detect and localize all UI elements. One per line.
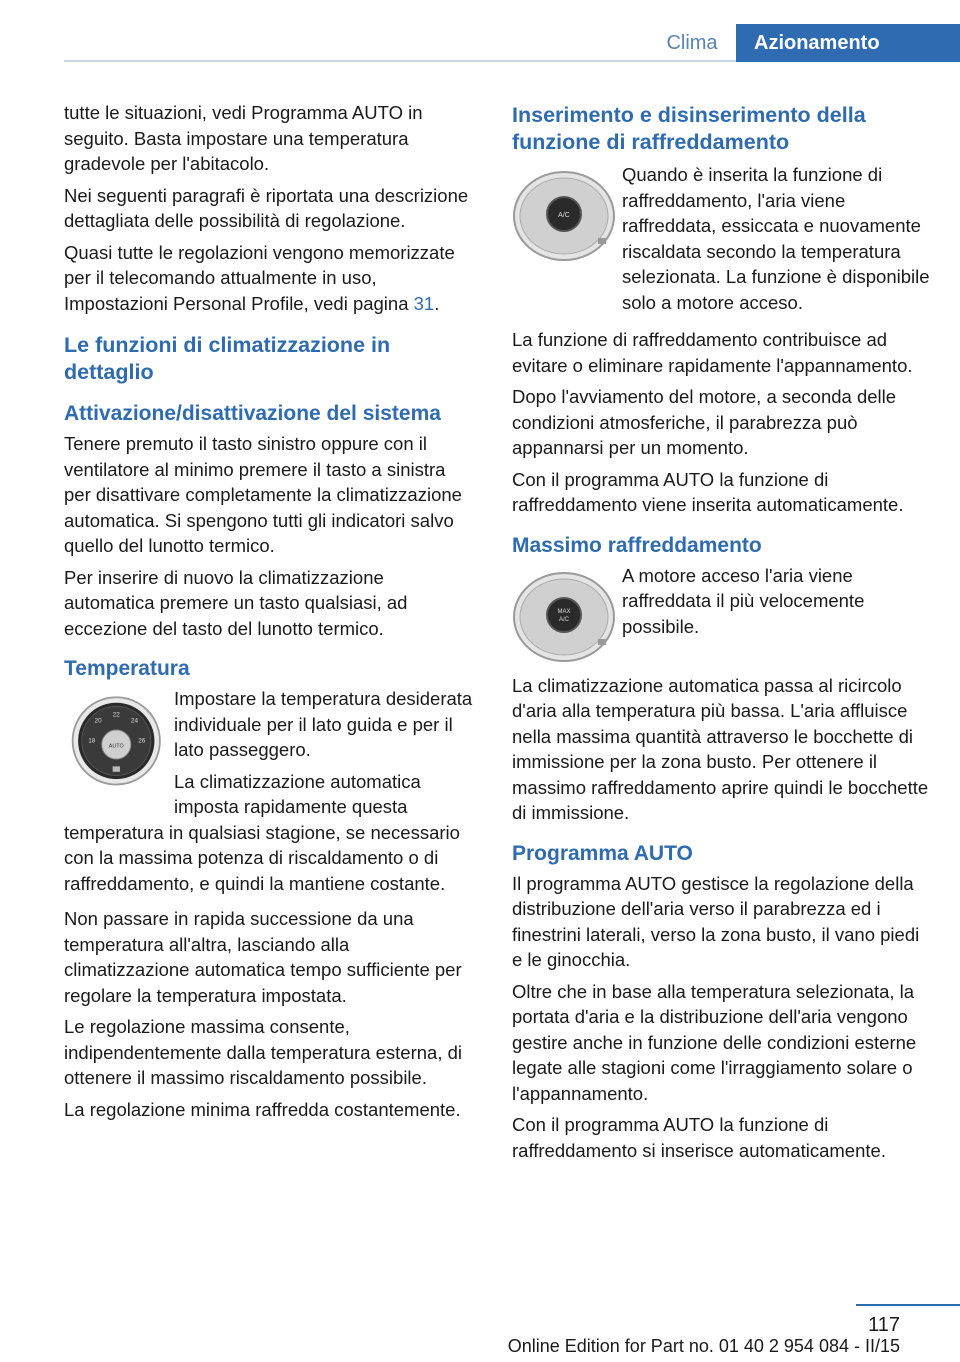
dial-label-18: 18: [88, 737, 96, 745]
tab-clima[interactable]: Clima: [666, 32, 718, 54]
left-column: [64, 100, 476, 1128]
dial-label-24: 24: [130, 717, 138, 725]
paragraph: Quando è inserita la funzione di raffreddamento, l'aria viene raffreddata, essiccata e nuovamente riscaldata secondo la temperatura selezionata. La funzione è disponibile solo a motore acceso.: [622, 164, 930, 313]
temperature-dial-illustration: [64, 690, 174, 790]
dial-label-22: 22: [112, 711, 120, 719]
paragraph: Oltre che in base alla temperatura selezionata, la portata d'aria e la distribuzione dell'aria vengono gestire anche in funzione delle condizioni esterne legate alle stagioni come l'irraggiamento solare o l'appannamento.: [512, 980, 917, 1104]
paragraph: Nei seguenti paragrafi è riportata una descrizione dettagliata delle possibilità di regolazione.: [64, 184, 469, 231]
paragraph: Quasi tutte le regolazioni vengono memorizzate per il telecomando attualmente in uso, Impostazioni Personal Profile, vedi pagina 31.: [64, 241, 455, 314]
subsection-heading: Temperatura: [64, 657, 190, 680]
paragraph: La climatizzazione automatica imposta rapidamente questa temperatura in qualsiasi stagione, se necessario con la massima potenza di riscaldamento o di raffreddamento, e quindi la mantiene costante.: [64, 770, 460, 894]
paragraph: La funzione di raffreddamento contribuisce ad evitare o eliminare rapidamente l'appannamento.: [512, 329, 913, 376]
dial-label-26: 26: [138, 737, 146, 745]
subsection-heading: Massimo raffreddamento: [512, 533, 762, 557]
paragraph: Tenere premuto il tasto sinistro oppure con il ventilatore al minimo premere il tasto a sinistra per disattivare completamente la climatizzazione automatica. Si spengono tutti gli indicatori salvo quello del lunotto termico.: [64, 433, 462, 556]
paragraph: Con il programma AUTO la funzione di raffreddamento si inserisce automaticamente.: [512, 1114, 886, 1161]
paragraph: Dopo l'avviamento del motore, a seconda delle condizioni atmosferiche, il parabrezza può appannarsi per un momento.: [512, 386, 897, 458]
paragraph: La regolazione minima raffredda costantemente.: [64, 1098, 461, 1120]
dial-label-20: 20: [94, 717, 102, 725]
paragraph: La climatizzazione automatica passa al ricircolo d'aria alla temperatura più bassa. L'aria affluisce nella massima quantità attraverso le bocchette di immissione per la zona busto. Per ottenere il massimo raffreddamento aprire quindi le bocchette di immissione.: [512, 674, 929, 823]
page-link[interactable]: 31: [413, 292, 435, 314]
paragraph: Le regolazione massima consente, indipendentemente dalla temperatura esterna, di ottenere il massimo riscaldamento possibile.: [64, 1016, 463, 1088]
paragraph: tutte le situazioni, vedi Programma AUTO in seguito. Basta impostare una temperatura gradevole per l'abitacolo.: [64, 102, 423, 174]
max-ac-label: A/C: [558, 616, 570, 623]
max-ac-button-illustration: [512, 567, 622, 667]
edition-note: Online Edition for Part no. 01 40 2 954 084 - II/15: [507, 1336, 900, 1356]
paragraph: Il programma AUTO gestisce la regolazione della distribuzione dell'aria verso il parabrezza ed i finestrini laterali, verso la zona busto, il vano piedi e le ginocchia.: [512, 872, 920, 970]
subsection-heading: Attivazione/disattivazione del sistema: [64, 402, 441, 425]
dial-center-label: AUTO: [108, 743, 124, 750]
footer-rule: [856, 1304, 960, 1306]
tab-azionamento[interactable]: Azionamento: [736, 24, 960, 62]
paragraph: Con il programma AUTO la funzione di raffreddamento viene inserita automaticamente.: [512, 468, 904, 515]
max-label: MAX: [557, 608, 571, 615]
paragraph: Non passare in rapida successione da una temperatura all'altra, lasciando alla climatizzazione automatica tempo sufficiente per regolare la temperatura impostata.: [64, 908, 462, 1006]
ac-label: A/C: [558, 212, 570, 219]
paragraph: Impostare la temperatura desiderata individuale per il lato guida e per il lato passeggero.: [174, 688, 473, 760]
paragraph: A motore acceso l'aria viene raffreddata il più velocemente possibile.: [622, 564, 865, 637]
section-heading: Inserimento e disinserimento della funzione di raffreddamento: [512, 103, 866, 154]
page-number: 117: [868, 1314, 900, 1336]
paragraph: Per inserire di nuovo la climatizzazione automatica premere un tasto qualsiasi, ad eccezione del tasto del lunotto termico.: [64, 566, 408, 639]
section-heading: Le funzioni di climatizzazione in dettaglio: [64, 333, 391, 384]
ac-button-illustration: [512, 166, 622, 266]
subsection-heading: Programma AUTO: [512, 841, 693, 865]
right-column: [512, 100, 930, 1169]
